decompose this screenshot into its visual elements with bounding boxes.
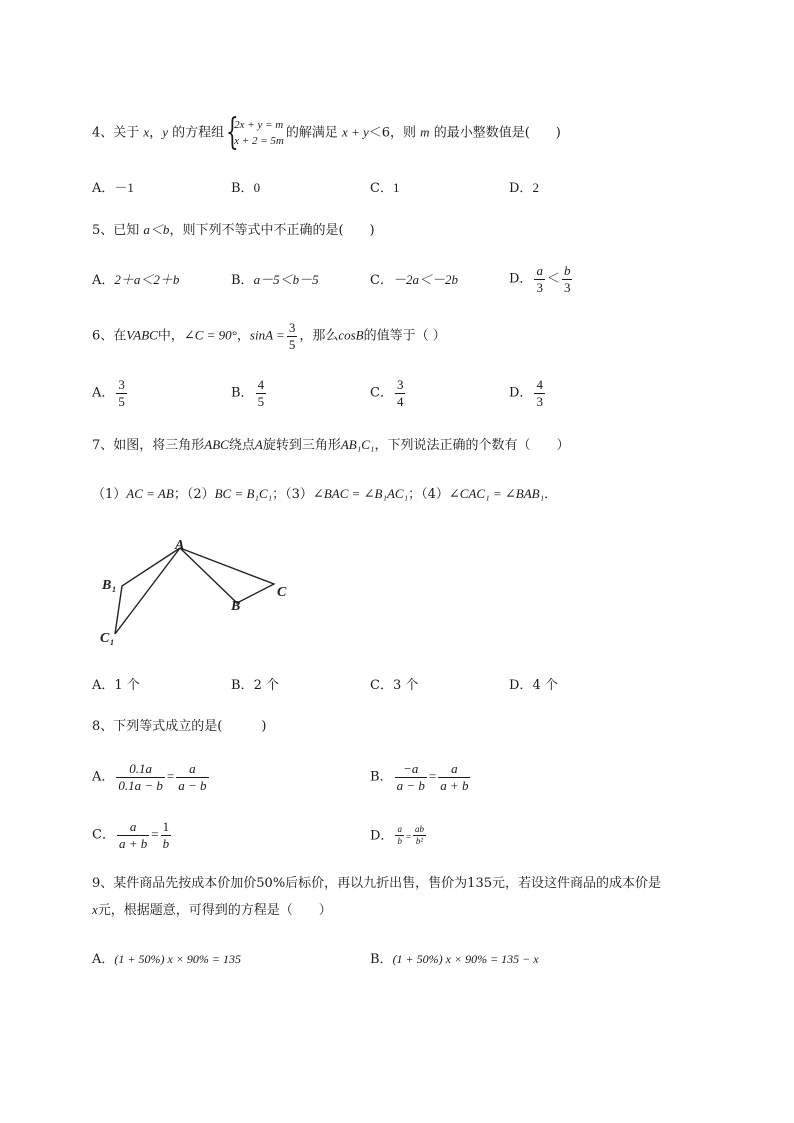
numerator: 0.1a	[116, 762, 165, 778]
option-label: B．	[231, 181, 254, 196]
question-9-stem-line-2	[92, 903, 332, 917]
question-8-stem	[92, 720, 266, 733]
angle-c: ∠C = 90°	[183, 327, 237, 343]
option-text: －1	[114, 180, 134, 195]
numerator: b	[563, 263, 571, 278]
stem-text: ＜6，则	[368, 125, 421, 141]
option-text: －2a＜－2b	[392, 272, 458, 287]
fraction	[395, 378, 406, 408]
stem-text: ，	[236, 328, 250, 344]
denominator: b	[162, 835, 170, 851]
option-a[interactable]	[92, 273, 179, 287]
stem-text: 已知	[113, 223, 144, 238]
fraction	[116, 378, 127, 408]
figure-lines	[115, 548, 274, 634]
denominator: 4	[396, 393, 404, 409]
option-a[interactable]	[92, 181, 134, 195]
denominator: 3	[536, 393, 543, 409]
fraction	[395, 762, 427, 792]
stem-text: 的值等于（ ）	[363, 328, 446, 344]
denominator: a + b	[118, 835, 148, 851]
stem-text: 的最小整数值是( )	[429, 125, 561, 141]
stem-text: 某件商品先按成本价加价50%后标价，再以九折出售，售价为135元，若设这件商品的成本价是	[113, 876, 661, 891]
fraction	[413, 825, 426, 847]
question-number: 5、	[92, 223, 114, 238]
stem-text: 元，根据题意，可得到的方程是（ ）	[97, 903, 332, 918]
stem-text: 中，	[157, 328, 184, 344]
option-text: a－5＜b－5	[253, 272, 319, 287]
var-m: m	[420, 124, 430, 140]
statement-1: AC = AB	[126, 486, 174, 501]
fraction	[534, 264, 545, 294]
option-a[interactable]	[92, 953, 241, 966]
stem-text: 下列等式成立的是( )	[113, 719, 267, 734]
option-text: (1 + 50%) x × 90% = 135 − x	[392, 952, 539, 966]
label-a: A	[175, 538, 185, 553]
label-b1: B	[102, 578, 112, 593]
option-label: D．	[509, 678, 533, 693]
option-label: C．	[370, 385, 393, 401]
statement-end: ．	[544, 487, 558, 502]
stem-text: ，	[149, 125, 163, 141]
stem-text: 旋转到三角形	[262, 438, 341, 453]
numerator: 4	[257, 377, 265, 392]
denominator: 5	[118, 393, 125, 409]
stem-text: 如图，将三角形	[113, 438, 205, 453]
triangle-abc: VABC	[126, 327, 158, 343]
numerator: 3	[288, 320, 296, 335]
numerator: −a	[395, 762, 427, 778]
option-label: B．	[231, 678, 254, 693]
stem-text: ，则下列不等式中不正确的是( )	[169, 223, 375, 238]
option-b[interactable]	[231, 378, 268, 408]
option-label: A．	[92, 769, 115, 785]
denominator: 5	[257, 393, 265, 409]
less-than: ＜	[546, 271, 560, 287]
option-label: D．	[509, 181, 533, 196]
equals: =	[405, 831, 412, 842]
option-text: 4 个	[532, 678, 558, 693]
label-c1-sub: 1	[110, 638, 114, 647]
denominator: 3	[563, 279, 571, 295]
question-7-statements	[92, 487, 557, 501]
option-b[interactable]	[370, 953, 539, 966]
fraction	[256, 378, 267, 408]
statement-number: （1）	[92, 487, 127, 502]
var-y: y	[162, 124, 168, 140]
option-label: A．	[92, 952, 115, 967]
statement-4: ∠CAC₁ = ∠BAB₁	[448, 486, 545, 501]
inequality: a＜b	[143, 222, 170, 237]
option-text: 2 个	[253, 678, 279, 693]
stem-text: 的解满足	[285, 125, 342, 141]
fraction	[176, 762, 208, 792]
question-number: 7、	[92, 438, 114, 453]
fraction	[117, 820, 149, 850]
option-label: D．	[509, 385, 533, 401]
denominator: a − b	[178, 777, 207, 793]
option-label: C．	[370, 181, 393, 196]
equals: =	[428, 768, 437, 784]
sin-a: sinA =	[249, 327, 285, 343]
rotation-figure	[95, 532, 305, 650]
fraction	[562, 264, 573, 294]
denominator: 0.1a − b	[118, 777, 163, 793]
equals: =	[166, 768, 175, 784]
option-label: B．	[231, 273, 254, 288]
option-text: 1	[392, 180, 400, 195]
denominator: a + b	[440, 777, 469, 793]
denominator: a − b	[396, 777, 425, 793]
stem-text: 在	[113, 328, 127, 344]
option-label: C．	[370, 273, 393, 288]
option-label: C．	[92, 827, 115, 843]
option-label: B．	[231, 385, 254, 401]
equation-system: { 2x + y = m x + 2 = 5m	[226, 112, 284, 153]
denominator: b	[397, 836, 402, 847]
denominator: 5	[288, 336, 296, 352]
question-4-stem	[92, 112, 561, 153]
fraction	[161, 820, 172, 850]
option-label: B．	[370, 952, 393, 967]
option-b[interactable]	[231, 273, 319, 287]
label-b1-sub: 1	[112, 585, 116, 594]
option-d[interactable]	[509, 378, 547, 408]
option-label: D．	[370, 828, 394, 844]
option-text: 0	[253, 180, 261, 195]
statement-number: ；（4）	[408, 487, 449, 502]
option-c[interactable]	[370, 378, 407, 408]
option-b[interactable]	[370, 762, 472, 792]
fraction	[287, 321, 298, 351]
stem-text: 的方程组	[168, 125, 225, 141]
question-9-stem-line-1	[92, 877, 661, 890]
question-number: 4、	[92, 125, 114, 141]
option-d[interactable]	[509, 264, 574, 294]
label-c1: C	[100, 631, 110, 646]
question-number: 9、	[92, 876, 114, 891]
option-label: A．	[92, 181, 115, 196]
option-a[interactable]	[92, 378, 129, 408]
option-text: 3 个	[392, 678, 419, 693]
label-c: C	[277, 585, 287, 600]
option-a[interactable]	[92, 679, 140, 692]
option-c[interactable]	[370, 273, 458, 287]
label-b: B	[231, 599, 241, 614]
question-number: 6、	[92, 328, 114, 344]
option-b[interactable]	[231, 181, 260, 195]
stem-text: ，下列说法正确的个数有（ ）	[374, 438, 570, 453]
option-b[interactable]	[231, 679, 279, 692]
option-c[interactable]	[370, 679, 418, 692]
statement-number: ；（3）	[272, 487, 313, 502]
var-x: x	[143, 124, 150, 140]
fraction	[438, 762, 470, 792]
stem-text: 绕点	[228, 438, 255, 453]
stem-text: 关于	[113, 125, 144, 141]
option-c[interactable]	[370, 181, 399, 195]
equals: =	[151, 826, 159, 842]
statement-2: BC = B₁C₁	[214, 486, 273, 501]
numerator: 3	[118, 377, 125, 392]
numerator: a	[176, 762, 208, 778]
fraction	[116, 762, 165, 792]
option-label: D．	[509, 271, 533, 287]
numerator: ab	[413, 825, 426, 836]
statement-number: ；（2）	[173, 487, 215, 502]
option-d[interactable]	[509, 679, 558, 692]
denominator: b²	[415, 836, 424, 847]
option-text: (1 + 50%) x × 90% = 135	[114, 952, 241, 966]
triangle-ab1c1: AB₁C₁	[340, 437, 375, 452]
option-label: A．	[92, 273, 115, 288]
option-c[interactable]	[92, 820, 173, 850]
triangle-abc: ABC	[204, 437, 229, 452]
numerator: a	[438, 762, 470, 778]
numerator: 4	[536, 377, 543, 392]
statement-3: ∠BAC = ∠B₁AC₁	[312, 486, 409, 501]
option-label: B．	[370, 769, 393, 785]
stem-text: ，那么	[299, 328, 339, 344]
option-text: 2＋a＜2＋b	[114, 272, 180, 287]
option-a[interactable]	[92, 762, 211, 792]
inequality: x + y	[341, 124, 369, 140]
question-number: 8、	[92, 719, 114, 734]
equation-2: x + 2 = 5m	[234, 135, 284, 147]
numerator: a	[117, 820, 149, 836]
numerator: a	[395, 825, 404, 836]
fraction	[534, 378, 545, 408]
option-d[interactable]	[509, 181, 539, 195]
question-6-stem	[92, 321, 446, 351]
numerator: a	[536, 263, 543, 278]
option-d[interactable]	[370, 825, 428, 847]
question-7-stem	[92, 438, 569, 452]
point-a: A	[254, 437, 263, 452]
question-5-stem	[92, 223, 375, 237]
option-label: A．	[92, 385, 115, 401]
equation-1: 2x + y = m	[234, 119, 284, 131]
var-x: x	[92, 902, 98, 917]
triangle-abc-shape	[180, 548, 274, 603]
option-label: C．	[370, 678, 393, 693]
triangle-ab1c1-shape	[115, 548, 180, 634]
fraction	[395, 825, 404, 847]
numerator: 1	[162, 819, 170, 834]
option-text: 1 个	[114, 678, 140, 693]
denominator: 3	[536, 279, 543, 295]
option-label: A．	[92, 678, 115, 693]
option-text: 2	[532, 180, 539, 195]
numerator: 3	[396, 377, 404, 392]
cos-b: cosB	[338, 327, 364, 343]
